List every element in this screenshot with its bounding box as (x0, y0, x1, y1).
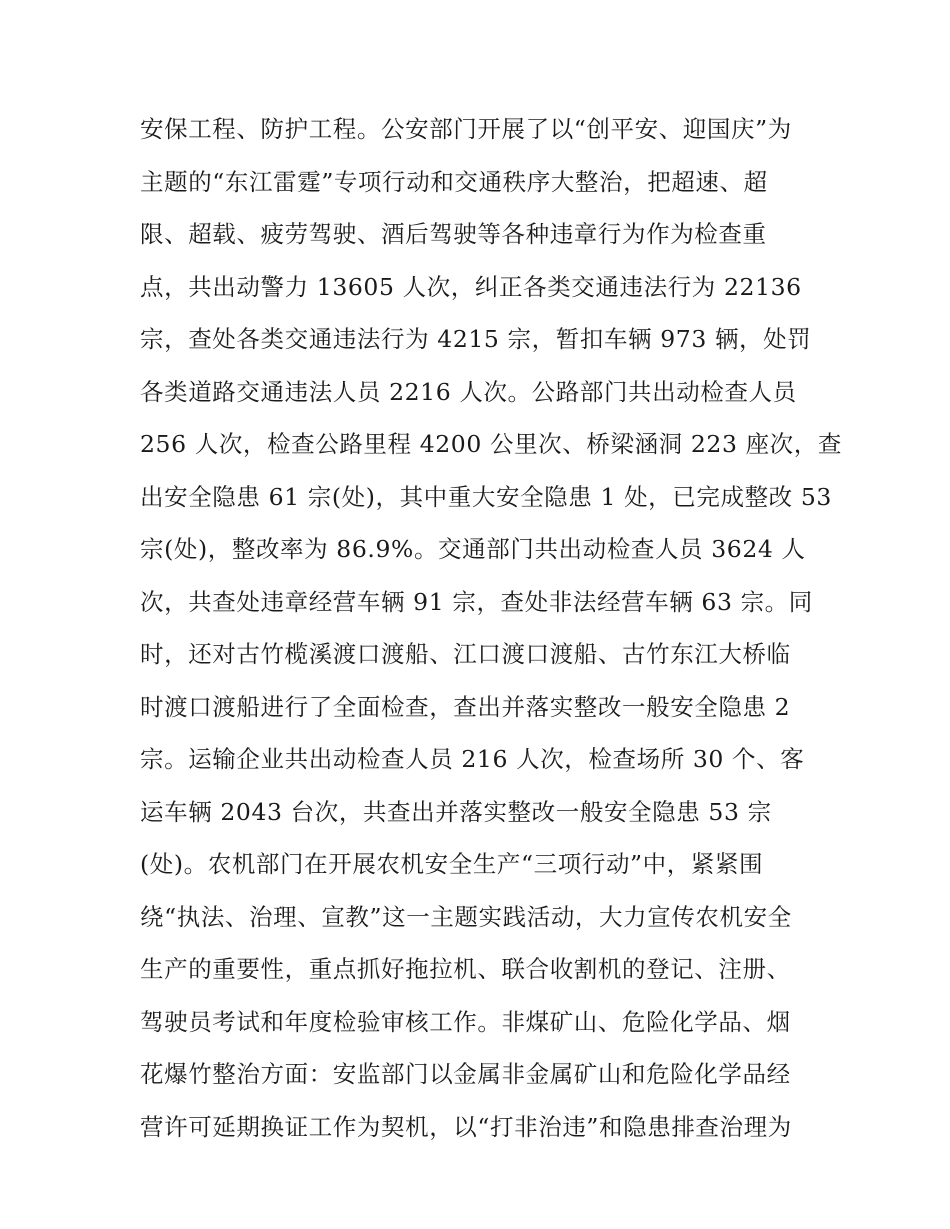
text-line: 时，还对古竹榄溪渡口渡船、江口渡口渡船、古竹东江大桥临 (140, 640, 791, 668)
text-line: 安保工程、防护工程。公安部门开展了以“创平安、迎国庆”为 (140, 115, 792, 143)
text-line: 运车辆 2043 台次，共查出并落实整改一般安全隐患 53 宗 (140, 797, 772, 826)
text-line: 点，共出动警力 13605 人次，纠正各类交通违法行为 22136 (140, 272, 802, 301)
text-line: 主题的“东江雷霆”专项行动和交通秩序大整治，把超速、超 (140, 167, 768, 196)
body-paragraph (140, 103, 842, 1153)
text-line: 花爆竹整治方面：安监部门以金属非金属矿山和危险化学品经 (140, 1060, 791, 1088)
text-line: 宗(处)，整改率为 86.9%。交通部门共出动检查人员 3624 人 (140, 535, 806, 563)
text-line: 营许可延期换证工作为契机，以“打非治违”和隐患排查治理为 (140, 1112, 792, 1141)
text-line: 宗，查处各类交通违法行为 4215 宗，暂扣车辆 973 辆，处罚 (140, 325, 812, 353)
text-line: 时渡口渡船进行了全面检查，查出并落实整改一般安全隐患 2 (140, 692, 791, 721)
text-line: 驾驶员考试和年度检验审核工作。非煤矿山、危险化学品、烟 (140, 1007, 791, 1036)
text-line: 次，共查处违章经营车辆 91 宗，查处非法经营车辆 63 宗。同 (140, 587, 813, 616)
text-line: 宗。运输企业共出动检查人员 216 人次，检查场所 30 个、客 (140, 745, 805, 773)
text-line: (处)。农机部门在开展农机安全生产“三项行动”中，紧紧围 (140, 850, 764, 878)
text-line: 256 人次，检查公路里程 4200 公里次、桥梁涵洞 223 座次，查 (140, 430, 842, 458)
text-line: 出安全隐患 61 宗(处)，其中重大安全隐患 1 处，已完成整改 53 (140, 482, 832, 511)
text-line: 限、超载、疲劳驾驶、酒后驾驶等各种违章行为作为检查重 (140, 220, 767, 248)
text-line: 绕“执法、治理、宣教”这一主题实践活动，大力宣传农机安全 (140, 902, 792, 931)
text-line: 生产的重要性，重点抓好拖拉机、联合收割机的登记、注册、 (140, 955, 791, 983)
text-line: 各类道路交通违法人员 2216 人次。公路部门共出动检查人员 (140, 377, 797, 406)
